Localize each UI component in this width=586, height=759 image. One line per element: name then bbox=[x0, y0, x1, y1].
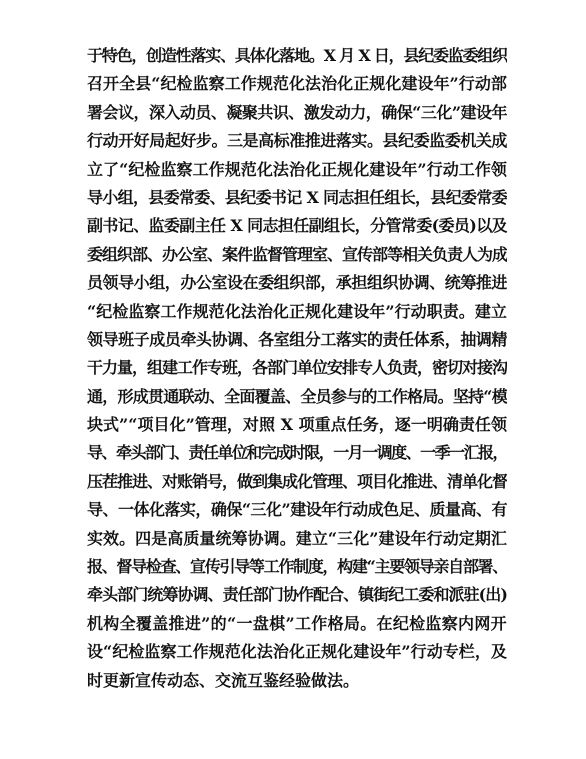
text-line: 机构全覆盖推进”的“一盘棋”工作格局。在纪检监察内网开 bbox=[87, 613, 507, 633]
text-line: 导小组，县委常委、县纪委书记 X 同志担任组长，县纪委常委 bbox=[87, 187, 507, 207]
text-line: 实效。四是高质量统筹协调。建立“三化”建设年行动定期汇 bbox=[87, 528, 507, 548]
text-line: 时更新宣传动态、交流互鉴经验做法。 bbox=[87, 670, 360, 690]
text-line: 压茬推进、对账销号，做到集成化管理、项目化推进、清单化督 bbox=[87, 471, 507, 491]
text-line: 导、牵头部门、责任单位和完成时限，一月一调度、一季一汇报， bbox=[87, 443, 507, 463]
text-line: “纪检监察工作规范化法治化正规化建设年”行动职责。建立 bbox=[87, 301, 507, 321]
text-line: 干力量，组建工作专班，各部门单位安排专人负责，密切对接沟 bbox=[87, 358, 507, 378]
text-line: 牵头部门统筹协调、责任部门协作配合、镇街纪工委和派驻(出) bbox=[87, 585, 507, 605]
text-line: 召开全县“纪检监察工作规范化法治化正规化建设年”行动部 bbox=[87, 74, 507, 94]
text-line: 领导班子成员牵头协调、各室组分工落实的责任体系，抽调精 bbox=[87, 329, 507, 349]
text-line: 于特色，创造性落实、具体化落地。X 月 X 日，县纪委监委组织 bbox=[87, 46, 507, 65]
text-line: 委组织部、办公室、案件监督管理室、宣传部等相关负责人为成 bbox=[87, 244, 507, 264]
text-line: 行动开好局起好步。三是高标准推进落实。县纪委监委机关成 bbox=[87, 131, 507, 151]
text-line: 设“纪检监察工作规范化法治化正规化建设年”行动专栏，及 bbox=[87, 642, 507, 662]
text-line: 块式”“项目化”管理，对照 X 项重点任务，逐一明确责任领 bbox=[87, 415, 507, 435]
text-line: 报、督导检查、宣传引导等工作制度，构建“主要领导亲自部署、 bbox=[87, 557, 507, 577]
text-line: 署会议，深入动员、凝聚共识、激发动力，确保“三化”建设年 bbox=[87, 102, 507, 122]
text-line: 立了“纪检监察工作规范化法治化正规化建设年”行动工作领 bbox=[87, 159, 507, 179]
text-line: 导、一体化落实，确保“三化”建设年行动成色足、质量高、有 bbox=[87, 500, 507, 520]
text-line: 员领导小组，办公室设在委组织部，承担组织协调、统筹推进 bbox=[87, 273, 507, 293]
body-text bbox=[87, 42, 507, 695]
text-line: 通，形成贯通联动、全面覆盖、全员参与的工作格局。坚持“模 bbox=[87, 386, 507, 406]
text-line: 副书记、监委副主任 X 同志担任副组长，分管常委(委员)以及 bbox=[87, 216, 507, 236]
